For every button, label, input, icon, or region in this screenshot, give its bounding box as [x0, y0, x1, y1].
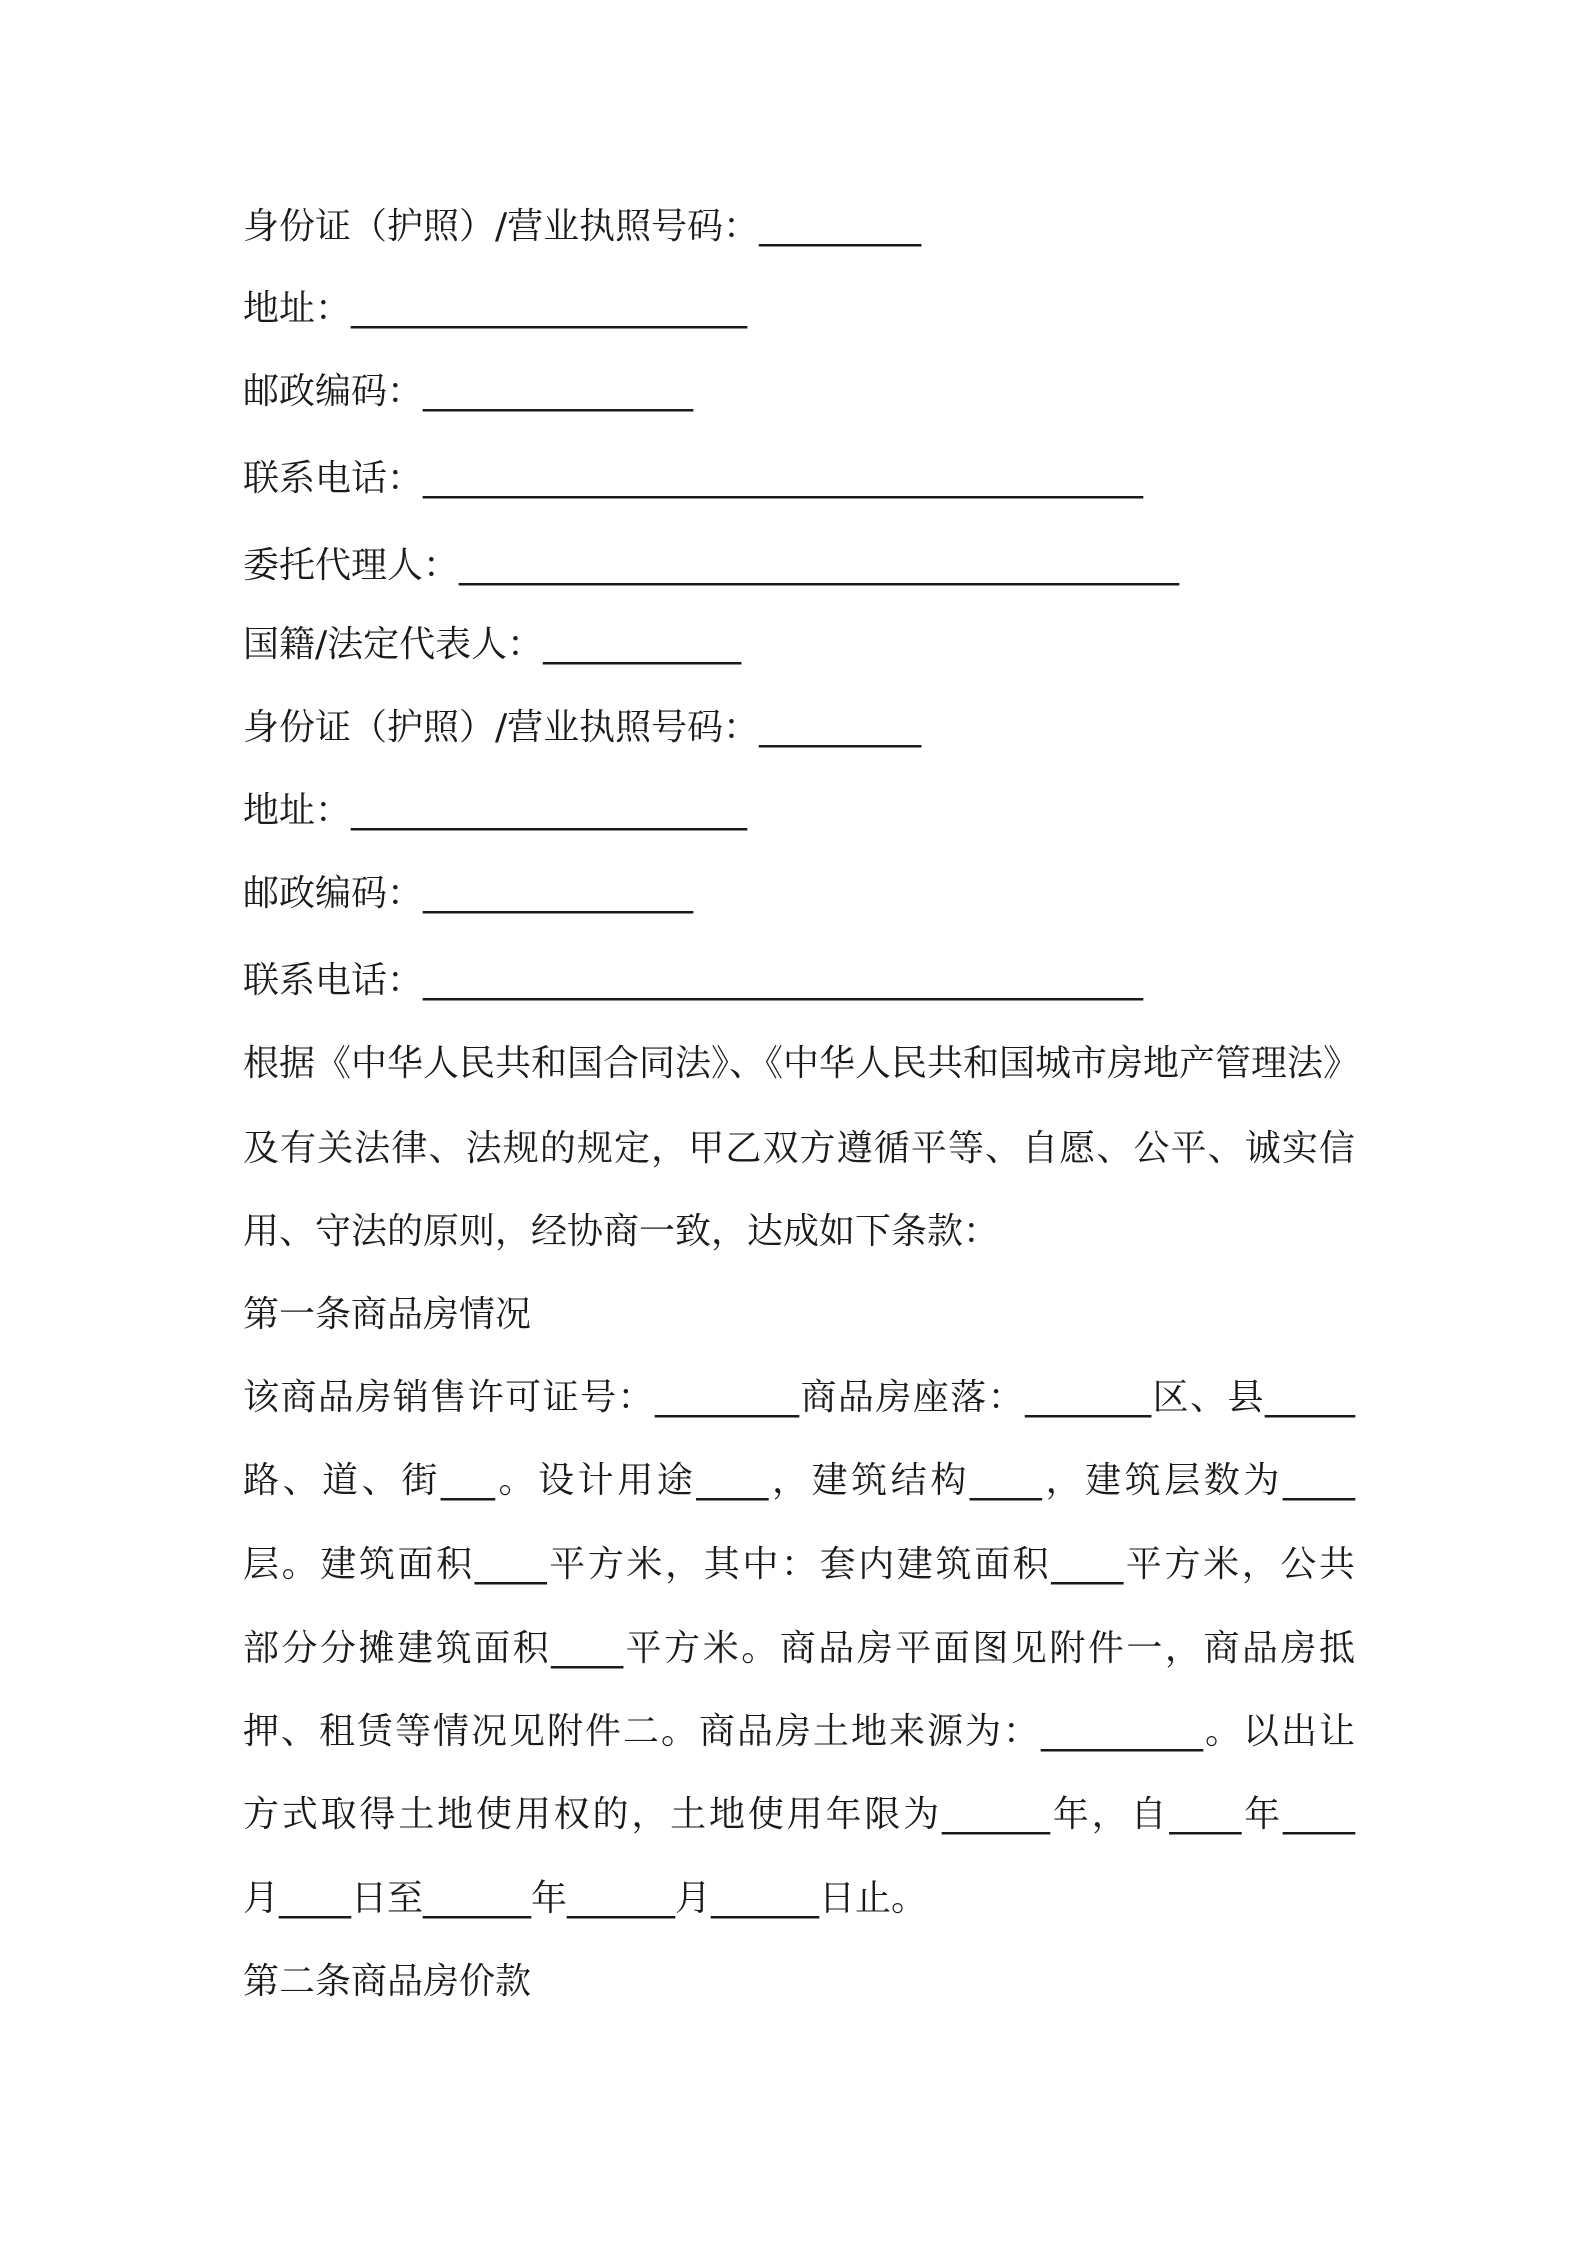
article-1-line: 该商品房销售许可证号：________商品房座落：_______区、县_____ — [243, 1377, 1355, 1418]
article-1-title: 第一条商品房情况 — [243, 1294, 532, 1335]
article-2-title: 第二条商品房价款 — [243, 1961, 532, 2002]
article-1-line: 押、租赁等情况见附件二。商品房土地来源为：_________。以出让 — [243, 1711, 1355, 1752]
agent-address-field: 地址：______________________ — [243, 790, 748, 831]
article-1-line: 方式取得土地使用权的，土地使用年限为______年，自____年____ — [243, 1794, 1355, 1835]
postal-code-field: 邮政编码：_______________ — [243, 371, 694, 412]
article-1-line: 部分分摊建筑面积____平方米。商品房平面图见附件一，商品房抵 — [243, 1628, 1355, 1669]
address-field: 地址：______________________ — [243, 288, 748, 329]
agent-phone-field: 联系电话：________________________________________ — [243, 960, 1144, 1001]
nationality-representative-field: 国籍/法定代表人：___________ — [243, 624, 742, 665]
preamble-line: 用、守法的原则，经协商一致，达成如下条款： — [243, 1211, 1000, 1252]
article-1-line: 月____日至______年______月______日止。 — [243, 1878, 928, 1919]
id-number-field: 身份证（护照）/营业执照号码：_________ — [243, 206, 922, 247]
article-1-line: 层。建筑面积____平方米，其中：套内建筑面积____平方米，公共 — [243, 1544, 1355, 1585]
preamble-line: 根据《中华人民共和国合同法》、《中华人民共和国城市房地产管理法》 — [243, 1043, 1360, 1084]
article-1-line: 路、道、街___。设计用途____，建筑结构____，建筑层数为____ — [243, 1460, 1355, 1501]
preamble-line: 及有关法律、法规的规定，甲乙双方遵循平等、自愿、公平、诚实信 — [243, 1128, 1355, 1169]
agent-id-number-field: 身份证（护照）/营业执照号码：_________ — [243, 707, 922, 748]
agent-postal-code-field: 邮政编码：_______________ — [243, 873, 694, 914]
phone-field: 联系电话：________________________________________ — [243, 458, 1144, 499]
agent-field: 委托代理人：________________________________________ — [243, 545, 1180, 586]
